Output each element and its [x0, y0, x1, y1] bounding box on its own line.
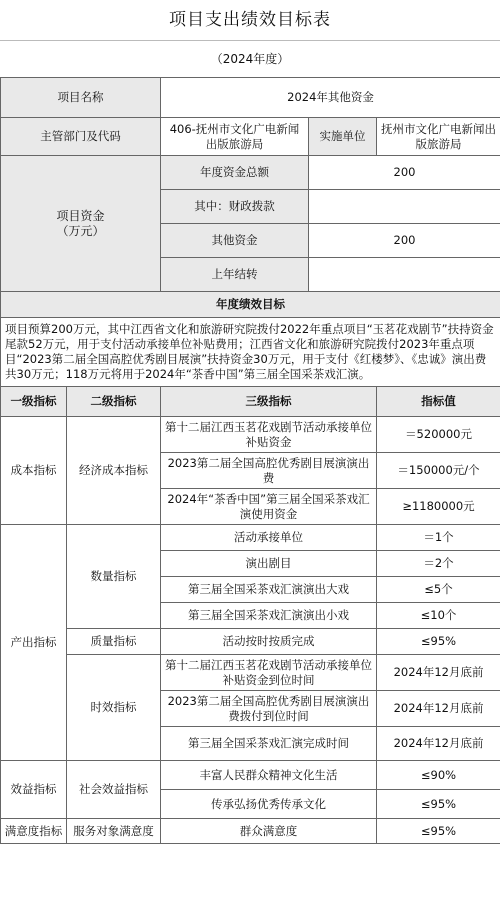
project-name-label: 项目名称: [1, 78, 161, 118]
header-l1: 一级指标: [1, 387, 67, 417]
page-title: 项目支出绩效目标表: [169, 10, 331, 30]
l3-cell: 第十二届江西玉茗花戏剧节活动承接单位补贴资金: [161, 417, 377, 453]
l3-cell: 演出剧目: [161, 551, 377, 577]
table-row: [1, 761, 500, 790]
table-row: [1, 525, 500, 551]
fund-label: 项目资金 （万元）: [1, 156, 161, 292]
l3-cell: 群众满意度: [161, 819, 377, 844]
header-l2: 二级指标: [67, 387, 161, 417]
l3-cell: 第三届全国采茶戏汇演完成时间: [161, 727, 377, 761]
header-value: 指标值: [377, 387, 500, 417]
l1-satisfaction: 满意度指标: [1, 819, 67, 844]
header-l3: 三级指标: [161, 387, 377, 417]
unit-value: 抚州市文化广电新闻出版旅游局: [377, 118, 500, 156]
value-cell: ≤95%: [377, 819, 500, 844]
goal-text-row: [1, 318, 500, 387]
value-cell: ＝2个: [377, 551, 500, 577]
l3-cell: 第十二届江西玉茗花戏剧节活动承接单位补贴资金到位时间: [161, 655, 377, 691]
table-row: [1, 417, 500, 453]
value-cell: 2024年12月底前: [377, 691, 500, 727]
fund-row-label: 年度资金总额: [161, 156, 309, 190]
l2-quality: 质量指标: [67, 629, 161, 655]
l3-cell: 传承弘扬优秀传承文化: [161, 790, 377, 819]
fund-row-label: 其中：财政拨款: [161, 190, 309, 224]
year-label: （2024年度）: [0, 40, 500, 77]
l3-cell: 第三届全国采茶戏汇演演出小戏: [161, 603, 377, 629]
value-cell: ≥1180000元: [377, 489, 500, 525]
value-cell: ≤95%: [377, 790, 500, 819]
fund-row: [1, 156, 500, 190]
value-cell: ≤10个: [377, 603, 500, 629]
goal-heading: 年度绩效目标: [1, 292, 500, 318]
goal-text: 项目预算200万元，其中江西省文化和旅游研究院拨付2022年重点项目“玉茗花戏剧节”扶持资金尾款52万元，用于支付活动承接单位补贴费用；江西省文化和旅游研究院拨付2023年重点项目“2023第二届全国高腔优秀剧目展演”扶持资金30万元，用于支付《红楼梦》、《忠诚》演出费共30万元；118万元将用于2024年“茶香中国”第三届全国采茶戏汇演。: [1, 318, 500, 387]
l3-cell: 活动按时按质完成: [161, 629, 377, 655]
l2-service-satisfaction: 服务对象满意度: [67, 819, 161, 844]
l3-cell: 2023第二届全国高腔优秀剧目展演演出费拨付到位时间: [161, 691, 377, 727]
l2-quantity: 数量指标: [67, 525, 161, 629]
l3-cell: 2023第二届全国高腔优秀剧目展演演出费: [161, 453, 377, 489]
l2-social-benefit: 社会效益指标: [67, 761, 161, 819]
fund-row-value: 200: [309, 156, 500, 190]
l1-output: 产出指标: [1, 525, 67, 761]
l3-cell: 第三届全国采茶戏汇演演出大戏: [161, 577, 377, 603]
dept-label: 主管部门及代码: [1, 118, 161, 156]
value-cell: 2024年12月底前: [377, 655, 500, 691]
value-cell: ≤90%: [377, 761, 500, 790]
value-cell: ≤95%: [377, 629, 500, 655]
fund-row-value: [309, 258, 500, 292]
value-cell: ＝520000元: [377, 417, 500, 453]
table-row: [1, 819, 500, 844]
value-cell: ＝150000元/个: [377, 453, 500, 489]
dept-value: 406-抚州市文化广电新闻出版旅游局: [161, 118, 309, 156]
indicator-header-row: [1, 387, 500, 417]
goal-heading-row: [1, 292, 500, 318]
fund-row-label: 上年结转: [161, 258, 309, 292]
fund-row-value: [309, 190, 500, 224]
l1-cost: 成本指标: [1, 417, 67, 525]
project-name-row: [1, 78, 500, 118]
l3-cell: 2024年“茶香中国”第三届全国采茶戏汇演使用资金: [161, 489, 377, 525]
value-cell: ＝1个: [377, 525, 500, 551]
value-cell: 2024年12月底前: [377, 727, 500, 761]
unit-label: 实施单位: [309, 118, 377, 156]
value-cell: ≤5个: [377, 577, 500, 603]
fund-row-value: 200: [309, 224, 500, 258]
target-table: [0, 77, 500, 844]
dept-row: [1, 118, 500, 156]
l3-cell: 丰富人民群众精神文化生活: [161, 761, 377, 790]
table-row: [1, 655, 500, 691]
project-name-value: 2024年其他资金: [161, 78, 500, 118]
l2-economic-cost: 经济成本指标: [67, 417, 161, 525]
fund-row-label: 其他资金: [161, 224, 309, 258]
l1-benefit: 效益指标: [1, 761, 67, 819]
l3-cell: 活动承接单位: [161, 525, 377, 551]
l2-timeliness: 时效指标: [67, 655, 161, 761]
table-row: [1, 629, 500, 655]
